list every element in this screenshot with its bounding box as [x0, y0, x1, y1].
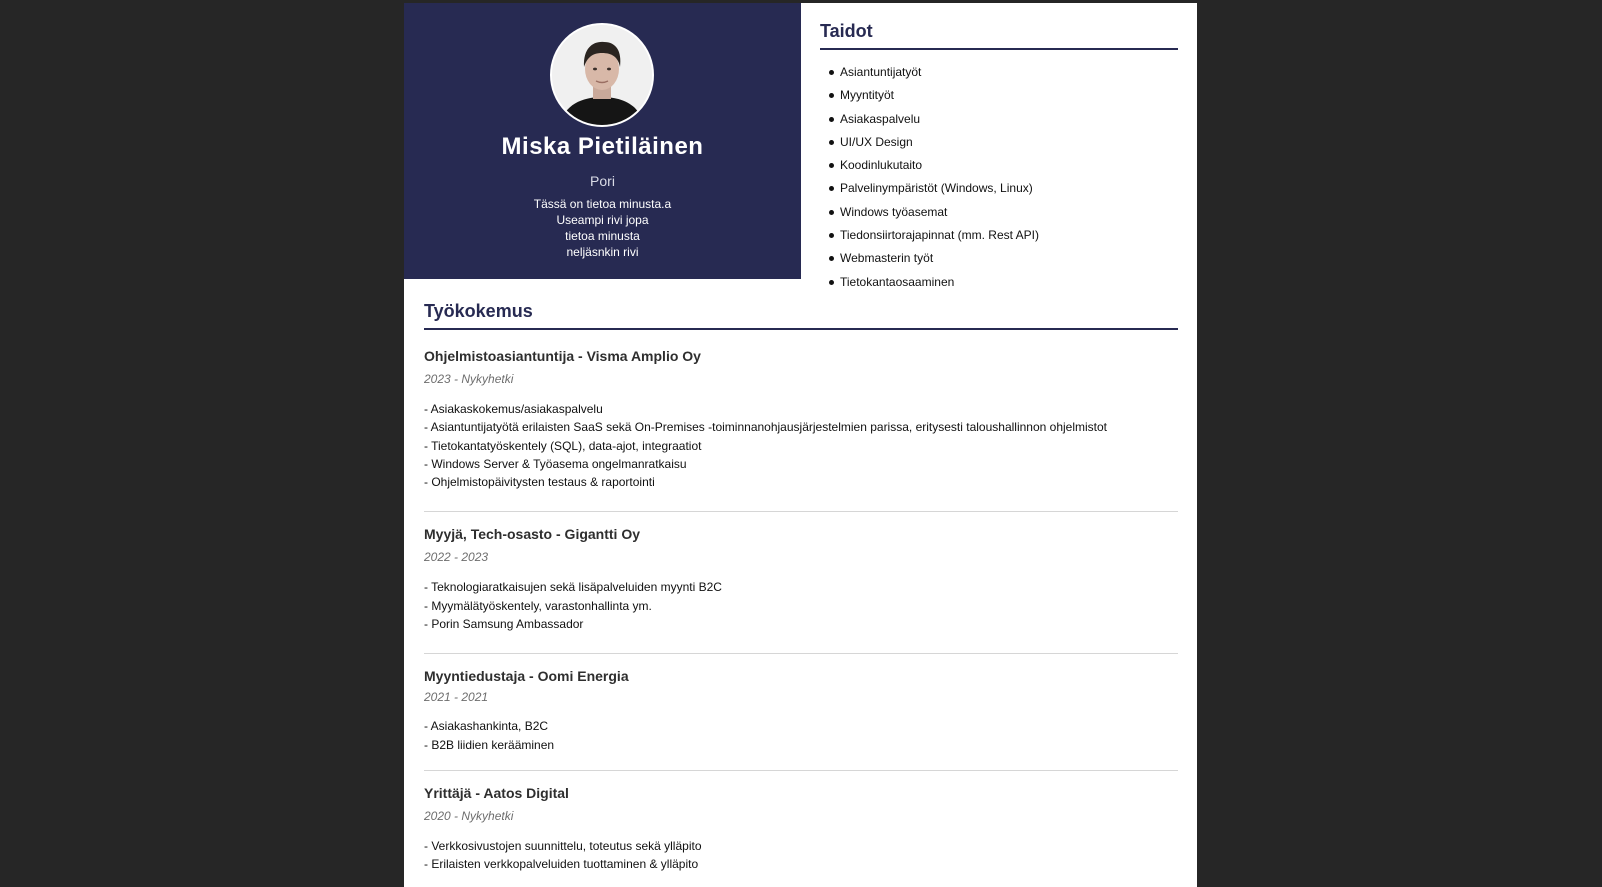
- skill-item: Tiedonsiirtorajapinnat (mm. Rest API): [820, 227, 1178, 250]
- job-duty: - Teknologiaratkaisujen sekä lisäpalveluiden myynti B2C: [424, 580, 722, 595]
- job-period: 2021 - 2021: [424, 690, 489, 705]
- bio-line: Tässä on tietoa minusta.a: [533, 197, 672, 211]
- skill-item: Webmasterin työt: [820, 250, 1178, 273]
- job-description: [424, 837, 1178, 874]
- profile-header: [404, 3, 801, 279]
- job-period: 2022 - 2023: [424, 550, 489, 565]
- bio-line: Useampi rivi jopa: [556, 213, 649, 227]
- job-duty: - Erilaisten verkkopalveluiden tuottaminen & ylläpito: [424, 857, 699, 872]
- skill-item: Windows työasemat: [820, 204, 1178, 227]
- job-entry: [424, 771, 1178, 887]
- profile-photo: [550, 23, 654, 127]
- person-portrait-icon: [552, 25, 652, 125]
- bio-line: tietoa minusta: [565, 229, 640, 243]
- job-duty: - Ohjelmistopäivitysten testaus & raportointi: [424, 475, 655, 490]
- bio-line: neljäsnkin rivi: [566, 245, 639, 259]
- job-duty: - Tietokantatyöskentely (SQL), data-ajot, integraatiot: [424, 438, 702, 453]
- skills-section: [820, 21, 1178, 297]
- job-title: Myyjä, Tech-osasto - Gigantti Oy: [424, 526, 641, 543]
- job-title: Ohjelmistoasiantuntija - Visma Amplio Oy: [424, 348, 701, 364]
- experience-section: [424, 301, 1178, 887]
- job-description: [424, 717, 1178, 754]
- skill-item: Asiakaspalvelu: [820, 111, 1178, 134]
- job-title: Myyntiedustaja - Oomi Energia: [424, 668, 629, 685]
- experience-heading: Työkokemus: [424, 301, 1178, 330]
- skill-item: Koodinlukutaito: [820, 157, 1178, 180]
- skills-heading: Taidot: [820, 21, 1178, 50]
- job-duty: - Porin Samsung Ambassador: [424, 617, 584, 632]
- skill-item: Palvelinympäristöt (Windows, Linux): [820, 180, 1178, 203]
- job-entry: [424, 654, 1178, 771]
- job-description: [424, 578, 1178, 633]
- job-duty: - Windows Server & Työasema ongelmanratkaisu: [424, 456, 687, 471]
- job-entry: [424, 512, 1178, 654]
- job-duty: - Myymälätyöskentely, varastonhallinta ym.: [424, 598, 652, 613]
- profile-city: Pori: [590, 173, 615, 189]
- job-period: 2020 - Nykyhetki: [424, 808, 514, 823]
- skill-item: Tietokantaosaaminen: [820, 274, 1178, 297]
- job-duty: - Asiakaskokemus/asiakaspalvelu: [424, 402, 603, 416]
- job-duty: - Asiantuntijatyötä erilaisten SaaS sekä On-Premises -toiminnanohjausjärjestelmien parissa, eritysesti taloushallinnon ohjelmistot: [424, 420, 1107, 435]
- skill-item: Myyntityöt: [820, 87, 1178, 110]
- job-title: Yrittäjä - Aatos Digital: [424, 784, 569, 801]
- skills-list: [820, 64, 1178, 297]
- skill-item: Asiantuntijatyöt: [820, 64, 1178, 87]
- profile-name: Miska Pietiläinen: [501, 133, 704, 160]
- resume-page: [404, 3, 1197, 887]
- job-duty: - Verkkosivustojen suunnittelu, toteutus sekä ylläpito: [424, 838, 702, 853]
- job-period: 2023 - Nykyhetki: [424, 372, 514, 386]
- profile-bio: [404, 196, 801, 260]
- job-duty: - Asiakashankinta, B2C: [424, 719, 549, 734]
- job-duty: - B2B liidien kerääminen: [424, 737, 555, 752]
- skill-item: UI/UX Design: [820, 134, 1178, 157]
- job-description: [424, 400, 1178, 491]
- job-entry: [424, 330, 1178, 512]
